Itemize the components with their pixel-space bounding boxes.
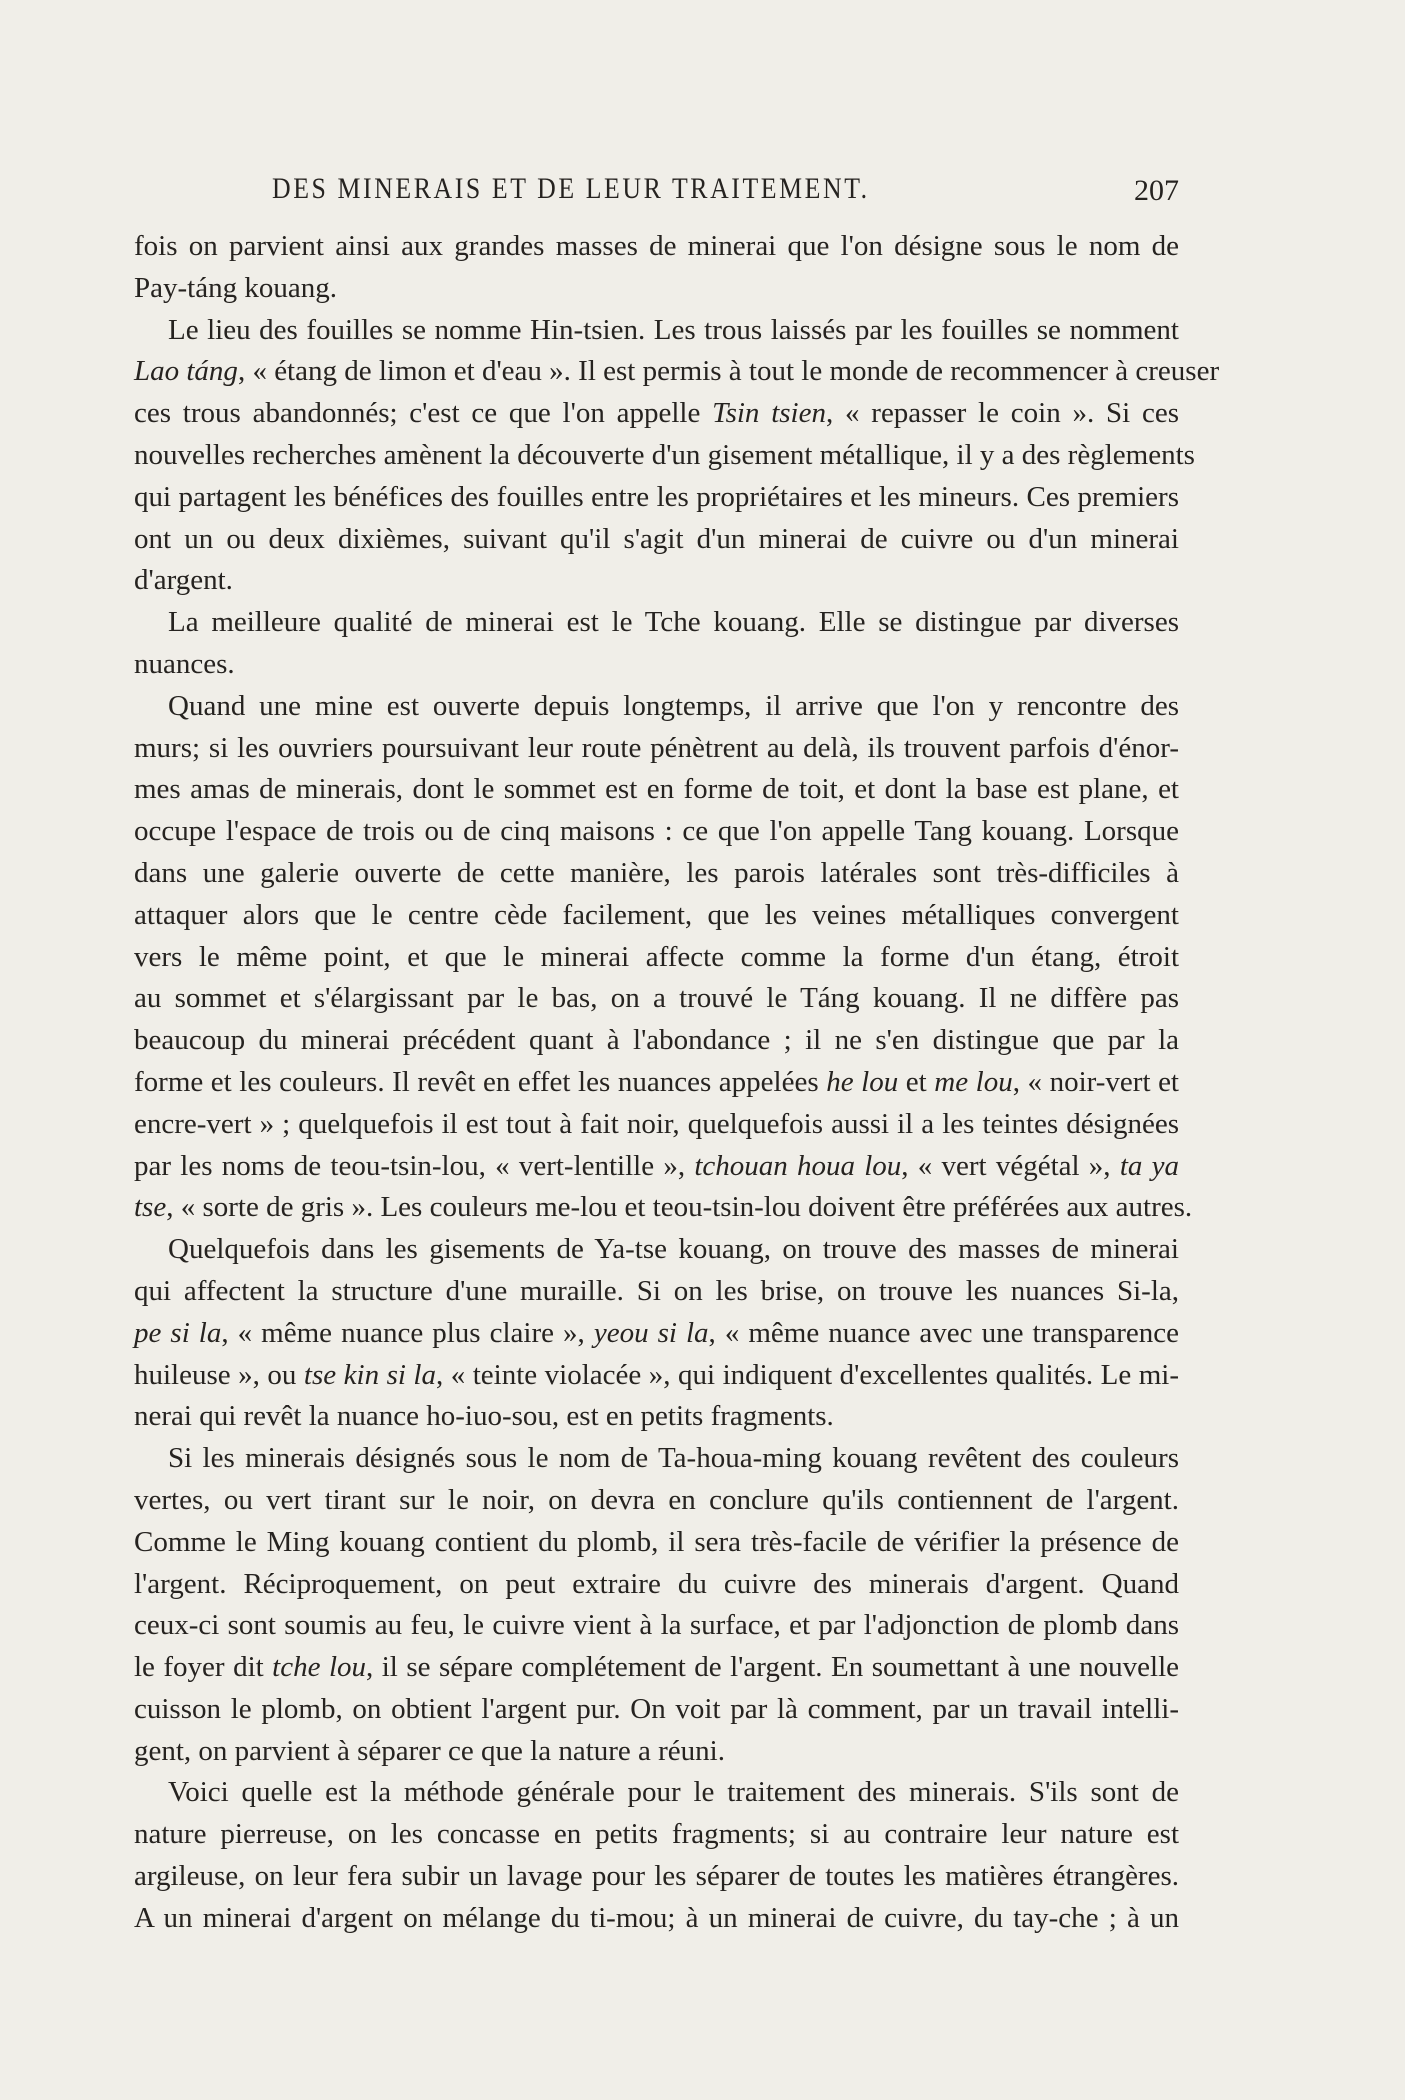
- text-run: Quand une mine est ouverte depuis longtemps, il arrive que l'on y rencontre des: [168, 689, 1179, 722]
- text-line: [134, 1814, 1179, 1856]
- text-run: , « même nuance plus claire »,: [221, 1316, 594, 1349]
- text-line: [134, 1355, 1179, 1397]
- text-run: vers le même point, et que le minerai affecte comme la forme d'un étang, étroit: [134, 940, 1179, 973]
- text-run: , il se sépare complétement de l'argent. En soumettant à une nouvelle: [366, 1651, 1180, 1684]
- text-line: [134, 1689, 1179, 1731]
- body-text: [134, 226, 1220, 1940]
- text-run: , « étang de limon et d'eau ». Il est permis à tout le monde de recommencer à creuser: [237, 355, 1220, 388]
- text-line: [134, 1313, 1179, 1355]
- text-line: [134, 937, 1179, 979]
- text-run: Le lieu des fouilles se nomme Hin-tsien. Les trous laissés par les fouilles se nomment: [168, 313, 1179, 346]
- text-run: argileuse, on leur fera subir un lavage pour les séparer de toutes les matières étrangères.: [134, 1860, 1179, 1893]
- text-line: [134, 477, 1179, 519]
- text-line: [134, 1480, 1179, 1522]
- text-run: d'argent.: [134, 564, 233, 597]
- chapter-title: DES MINERAIS ET DE LEUR TRAITEMENT.: [272, 172, 870, 205]
- text-line: [134, 226, 1179, 268]
- text-run: , « noir-vert et: [1012, 1065, 1179, 1098]
- text-run: Pay-táng kouang.: [134, 271, 337, 304]
- text-run: , « repasser le coin ». Si ces: [825, 397, 1179, 430]
- text-run: , « vert végétal »,: [901, 1149, 1120, 1182]
- text-line: [134, 1020, 1179, 1062]
- text-line: [134, 853, 1179, 895]
- text-run: au sommet et s'élargissant par le bas, on a trouvé le Táng kouang. Il ne diffère pas: [134, 982, 1179, 1015]
- text-run: huileuse », ou: [134, 1358, 304, 1391]
- text-line: [134, 393, 1179, 435]
- italic-term: tche lou: [272, 1651, 367, 1684]
- running-head: [134, 172, 1179, 216]
- text-run: par les noms de teou-tsin-lou, « vert-lentille »,: [134, 1149, 695, 1182]
- text-run: Si les minerais désignés sous le nom de Ta-houa-ming kouang revêtent des couleurs: [168, 1442, 1179, 1475]
- text-line: [134, 1731, 1179, 1773]
- text-line: [134, 602, 1179, 644]
- text-run: encre-vert » ; quelquefois il est tout à fait noir, quelquefois aussi il a les teintes désignées: [134, 1107, 1179, 1140]
- text-run: attaquer alors que le centre cède facilement, que les veines métalliques convergent: [134, 898, 1179, 931]
- italic-term: yeou si la: [593, 1316, 709, 1349]
- text-run: l'argent. Réciproquement, on peut extraire du cuivre des minerais d'argent. Quand: [134, 1567, 1179, 1600]
- text-run: ces trous abandonnés; c'est ce que l'on appelle: [134, 397, 713, 430]
- text-run: dans une galerie ouverte de cette manière, les parois latérales sont très-difficiles à: [134, 856, 1179, 889]
- text-run: le foyer dit: [134, 1651, 273, 1684]
- text-line: [134, 1187, 1193, 1229]
- text-line: [134, 560, 1179, 602]
- text-line: [134, 435, 1195, 477]
- text-line: [134, 1062, 1179, 1104]
- italic-term: Tsin tsien: [712, 397, 826, 430]
- text-line: [134, 310, 1179, 352]
- text-line: [134, 1229, 1179, 1271]
- text-run: nuances.: [134, 647, 235, 680]
- text-run: ont un ou deux dixièmes, suivant qu'il s'agit d'un minerai de cuivre ou d'un minerai: [134, 522, 1179, 555]
- text-line: [134, 1856, 1179, 1898]
- text-line: [134, 1104, 1179, 1146]
- text-run: La meilleure qualité de minerai est le Tche kouang. Elle se distingue par diverses: [168, 606, 1179, 639]
- text-run: fois on parvient ainsi aux grandes masses de minerai que l'on désigne sous le nom de: [134, 230, 1179, 262]
- italic-term: tse: [134, 1191, 167, 1224]
- text-line: [134, 1522, 1179, 1564]
- text-run: Quelquefois dans les gisements de Ya-tse kouang, on trouve des masses de minerai: [168, 1233, 1179, 1266]
- text-line: [134, 895, 1179, 937]
- text-run: , « sorte de gris ». Les couleurs me-lou et teou-tsin-lou doivent être préférées aux autres.: [166, 1191, 1193, 1224]
- text-run: occupe l'espace de trois ou de cinq maisons : ce que l'on appelle Tang kouang. Lorsque: [134, 815, 1179, 848]
- italic-term: ta ya: [1119, 1149, 1179, 1182]
- text-run: qui affectent la structure d'une muraille. Si on les brise, on trouve les nuances Si-la,: [134, 1274, 1179, 1307]
- text-line: [134, 1146, 1179, 1188]
- text-line: [134, 1438, 1179, 1480]
- italic-term: pe si la: [134, 1316, 222, 1349]
- text-run: Voici quelle est la méthode générale pour le traitement des minerais. S'ils sont de: [168, 1776, 1179, 1809]
- text-line: [134, 1605, 1179, 1647]
- text-run: A un minerai d'argent on mélange du ti-mou; à un minerai de cuivre, du tay-che ; à un: [134, 1901, 1179, 1934]
- text-line: [134, 1647, 1179, 1689]
- text-run: nouvelles recherches amènent la découverte d'un gisement métallique, il y a des règlements: [134, 438, 1195, 471]
- text-line: [134, 1772, 1179, 1814]
- text-line: [134, 769, 1179, 811]
- text-line: [134, 1564, 1179, 1606]
- text-run: , « teinte violacée », qui indiquent d'excellentes qualités. Le mi-: [435, 1358, 1179, 1391]
- text-run: nerai qui revêt la nuance ho-iuo-sou, est en petits fragments.: [134, 1400, 834, 1433]
- text-line: [134, 1271, 1179, 1313]
- text-run: et: [898, 1065, 935, 1098]
- text-line: [134, 978, 1179, 1020]
- text-line: [134, 728, 1179, 770]
- text-run: forme et les couleurs. Il revêt en effet les nuances appelées: [134, 1065, 827, 1098]
- text-run: Comme le Ming kouang contient du plomb, il sera très-facile de vérifier la présence de: [134, 1525, 1179, 1558]
- text-line: [134, 686, 1179, 728]
- text-run: vertes, ou vert tirant sur le noir, on devra en conclure qu'ils contiennent de l'argent.: [134, 1483, 1179, 1516]
- text-line: [134, 351, 1220, 393]
- italic-term: me lou: [934, 1065, 1013, 1098]
- text-line: [134, 519, 1179, 561]
- text-run: gent, on parvient à séparer ce que la nature a réuni.: [134, 1734, 725, 1767]
- text-run: nature pierreuse, on les concasse en petits fragments; si au contraire leur nature est: [134, 1818, 1179, 1851]
- italic-term: he lou: [826, 1065, 899, 1098]
- text-line: [134, 268, 1179, 310]
- italic-term: tchouan houa lou: [694, 1149, 902, 1182]
- text-line: [134, 811, 1179, 853]
- text-run: ceux-ci sont soumis au feu, le cuivre vient à la surface, et par l'adjonction de plomb dans: [134, 1609, 1179, 1642]
- text-run: murs; si les ouvriers poursuivant leur route pénètrent au delà, ils trouvent parfois d'énor-: [134, 731, 1179, 764]
- text-run: beaucoup du minerai précédent quant à l'abondance ; il ne s'en distingue que par la: [134, 1024, 1179, 1057]
- text-run: , « même nuance avec une transparence: [708, 1316, 1179, 1349]
- text-run: mes amas de minerais, dont le sommet est en forme de toit, et dont la base est plane, et: [134, 773, 1179, 806]
- text-line: [134, 644, 1179, 686]
- text-line: [134, 1396, 1179, 1438]
- italic-term: tse kin si la: [303, 1358, 436, 1391]
- text-run: qui partagent les bénéfices des fouilles entre les propriétaires et les mineurs. Ces premiers: [134, 480, 1179, 513]
- italic-term: Lao táng: [134, 355, 238, 388]
- text-run: cuisson le plomb, on obtient l'argent pur. On voit par là comment, par un travail intelli-: [134, 1692, 1179, 1725]
- text-line: [134, 1898, 1179, 1940]
- page-number: 207: [1134, 174, 1179, 207]
